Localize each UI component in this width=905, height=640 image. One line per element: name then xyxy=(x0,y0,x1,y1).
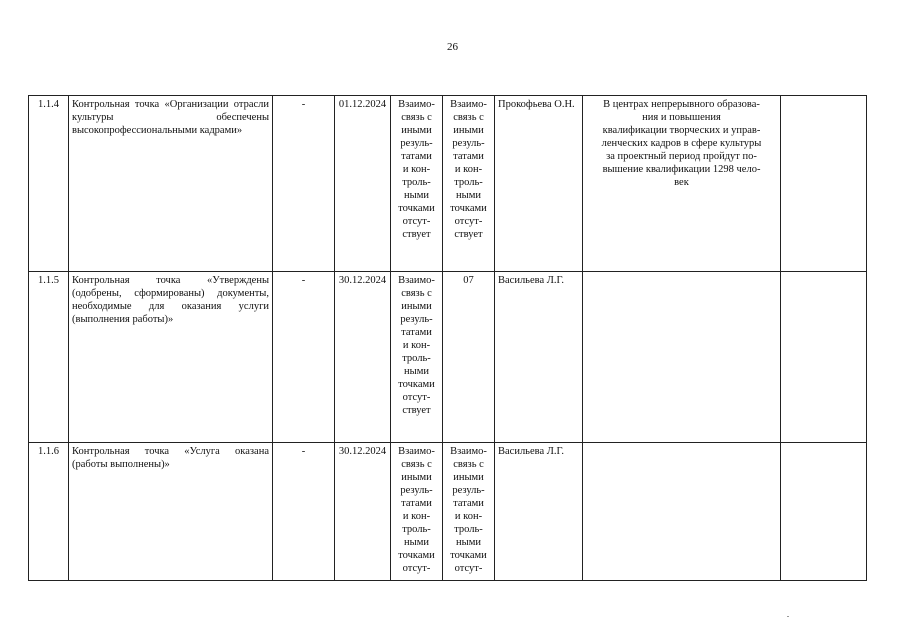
cell-line: резуль- xyxy=(452,138,485,149)
cell-line: иными xyxy=(401,472,432,483)
control-points-table xyxy=(28,95,867,581)
cell-line: татами xyxy=(453,151,484,162)
predecessors-cell xyxy=(391,272,443,443)
cell-line: троль- xyxy=(402,177,431,188)
cell-line: Взаимо- xyxy=(398,99,435,110)
predecessors-cell xyxy=(391,96,443,272)
cell-line: резуль- xyxy=(400,485,433,496)
successors-cell xyxy=(443,272,495,443)
cell-line: 07 xyxy=(463,275,474,286)
cell-line: отсут- xyxy=(402,563,431,574)
cell-line: В центрах непрерывного образова- xyxy=(603,99,760,110)
cell-line: связь с xyxy=(401,288,432,299)
successors-cell xyxy=(443,443,495,581)
cell-line: Взаимо- xyxy=(398,275,435,286)
successors-cell xyxy=(443,96,495,272)
cell-line: век xyxy=(674,177,689,188)
cell-line: связь с xyxy=(401,459,432,470)
cell-line: и кон- xyxy=(454,511,483,522)
responsible-person: Васильева Л.Г. xyxy=(495,272,583,443)
cell-line: резуль- xyxy=(400,138,433,149)
cell-line: троль- xyxy=(402,353,431,364)
control-point-name: Контрольная точка «Организации отрасли культуры обеспечены высокопрофессиональными кадрами» xyxy=(69,96,273,272)
responsible-person: Васильева Л.Г. xyxy=(495,443,583,581)
cell-line: ными xyxy=(456,537,481,548)
control-point-name: Контрольная точка «Утверждены (одобрены, сформированы) документы, необходимые для оказания услуги (выполнения работы)» xyxy=(69,272,273,443)
cell-line: татами xyxy=(453,498,484,509)
cell-line: и кон- xyxy=(402,511,431,522)
cell-line: точками xyxy=(398,379,435,390)
cell-line: татами xyxy=(401,498,432,509)
cell-line: ствует xyxy=(402,405,431,416)
cell-line: точками xyxy=(398,203,435,214)
cell-line: татами xyxy=(401,327,432,338)
table-row xyxy=(29,96,867,272)
cell-line: ленческих кадров в сфере культуры xyxy=(601,138,762,149)
cell-line: иными xyxy=(401,301,432,312)
cell-line: отсут- xyxy=(454,563,483,574)
cell-line: ными xyxy=(404,190,429,201)
cell-line: Взаимо- xyxy=(450,446,487,457)
base-value-cell: - xyxy=(273,96,335,272)
cell-line: и кон- xyxy=(454,164,483,175)
cell-line: квалификации творческих и управ- xyxy=(602,125,761,136)
empty-cell xyxy=(781,96,867,272)
due-date: 30.12.2024 xyxy=(335,443,391,581)
cell-line: ными xyxy=(456,190,481,201)
row-number: 1.1.6 xyxy=(29,443,69,581)
base-value-cell: - xyxy=(273,272,335,443)
cell-line: Взаимо- xyxy=(450,99,487,110)
cell-line: связь с xyxy=(453,459,484,470)
empty-cell xyxy=(781,272,867,443)
description-cell xyxy=(583,96,781,272)
due-date: 30.12.2024 xyxy=(335,272,391,443)
cell-line: отсут- xyxy=(454,216,483,227)
page-number: 26 xyxy=(447,41,458,53)
cell-line: отсут- xyxy=(402,216,431,227)
table-row xyxy=(29,443,867,581)
cell-line: связь с xyxy=(453,112,484,123)
row-number: 1.1.4 xyxy=(29,96,69,272)
cell-line: ными xyxy=(404,366,429,377)
cell-line: иными xyxy=(401,125,432,136)
predecessors-cell xyxy=(391,443,443,581)
cell-line: и кон- xyxy=(402,164,431,175)
base-value-cell: - xyxy=(273,443,335,581)
cell-line: связь с xyxy=(401,112,432,123)
cell-line: за проектный период пройдут по- xyxy=(606,151,757,162)
responsible-person: Прокофьева О.Н. xyxy=(495,96,583,272)
cell-line: ными xyxy=(404,537,429,548)
control-point-name: Контрольная точка «Услуга оказана (работы выполнены)» xyxy=(69,443,273,581)
cell-line: ствует xyxy=(454,229,483,240)
cell-line: троль- xyxy=(402,524,431,535)
due-date: 01.12.2024 xyxy=(335,96,391,272)
cell-line: и кон- xyxy=(402,340,431,351)
cell-line: иными xyxy=(453,125,484,136)
cell-line: троль- xyxy=(454,524,483,535)
cell-line: отсут- xyxy=(402,392,431,403)
cell-line: точками xyxy=(398,550,435,561)
cell-line: Взаимо- xyxy=(398,446,435,457)
row-number: 1.1.5 xyxy=(29,272,69,443)
description-cell xyxy=(583,272,781,443)
cell-line: резуль- xyxy=(452,485,485,496)
cell-line: вышение квалификации 1298 чело- xyxy=(602,164,761,175)
cell-line: точками xyxy=(450,203,487,214)
cell-line: резуль- xyxy=(400,314,433,325)
empty-cell xyxy=(781,443,867,581)
cell-line: точками xyxy=(450,550,487,561)
cell-line: троль- xyxy=(454,177,483,188)
cell-line: ния и повышения xyxy=(642,112,721,123)
cell-line: татами xyxy=(401,151,432,162)
cell-line: ствует xyxy=(402,229,431,240)
table-row xyxy=(29,272,867,443)
scan-speck xyxy=(787,616,789,617)
cell-line: иными xyxy=(453,472,484,483)
description-cell xyxy=(583,443,781,581)
